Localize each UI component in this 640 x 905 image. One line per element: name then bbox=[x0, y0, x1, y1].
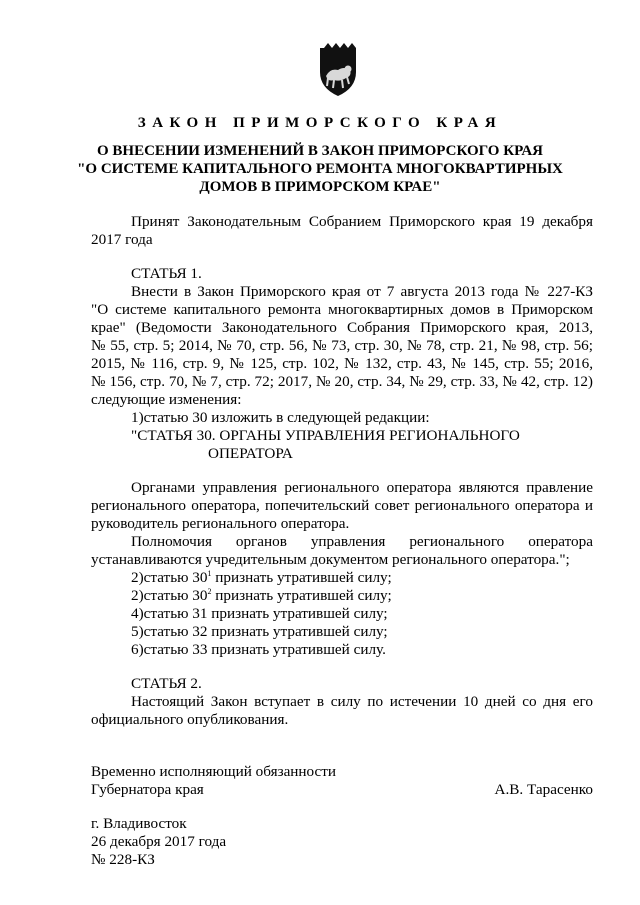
powers-text-line-2: устанавливаются учредительным документом регионального оператора."; bbox=[91, 551, 570, 568]
subtitle-line-1: О ВНЕСЕНИИ ИЗМЕНЕНИЙ В ЗАКОН ПРИМОРСКОГО КРАЯ bbox=[97, 143, 543, 159]
article-1-text-line: 2015, № 116, стр. 9, № 125, стр. 102, № 132, стр. 43, № 145, стр. 55; 2016, bbox=[91, 355, 593, 372]
article-1-text-line: № 156, стр. 70, № 7, стр. 72; 2017, № 20, стр. 34, № 29, стр. 33, № 42, стр. 12) bbox=[91, 373, 593, 390]
signatory-position-line-2: Губернатора края bbox=[91, 781, 204, 798]
list-item-3-text: 2)статью 30 bbox=[131, 587, 208, 604]
list-item-4: 4)статью 31 признать утратившей силу; bbox=[131, 605, 388, 622]
powers-word: регионального bbox=[409, 533, 505, 550]
coat-of-arms-emblem bbox=[314, 42, 362, 98]
list-item-6: 6)статью 33 признать утратившей силу. bbox=[131, 641, 386, 658]
list-item-2 bbox=[131, 569, 593, 586]
powers-word: Полномочия bbox=[131, 533, 212, 550]
article-1-text-line: следующие изменения: bbox=[91, 391, 242, 408]
governance-text-line: руководитель регионального оператора. bbox=[91, 515, 350, 532]
date: 26 декабря 2017 года bbox=[91, 833, 227, 850]
law-title: ЗАКОН ПРИМОРСКОГО КРАЯ bbox=[137, 115, 503, 131]
list-item-1: 1)статью 30 изложить в следующей редакции: bbox=[131, 409, 430, 426]
article-2-text-line-2: официального опубликования. bbox=[91, 711, 289, 728]
signatory-name: А.В. Тарасенко bbox=[494, 781, 593, 798]
list-item-2-rest: признать утратившей силу; bbox=[211, 569, 392, 586]
law-number: № 228-КЗ bbox=[91, 851, 155, 868]
powers-word: органов bbox=[235, 533, 287, 550]
powers-word: оператора bbox=[528, 533, 593, 550]
article-1-heading: СТАТЬЯ 1. bbox=[131, 265, 202, 282]
governance-text-line: регионального оператора, попечительский совет регионального оператора и bbox=[91, 497, 593, 514]
powers-text-line-1 bbox=[131, 533, 593, 550]
governance-text-line: Органами управления регионального оператора являются правление bbox=[131, 479, 593, 496]
article-2-heading: СТАТЬЯ 2. bbox=[131, 675, 202, 692]
list-item-3 bbox=[131, 587, 593, 604]
superscript-1: 1 bbox=[207, 568, 212, 578]
article-1-text-line: Внести в Закон Приморского края от 7 августа 2013 года № 227-КЗ bbox=[131, 283, 593, 300]
list-item-5: 5)статью 32 признать утратившей силу; bbox=[131, 623, 388, 640]
signatory-position-line-1: Временно исполняющий обязанности bbox=[91, 763, 337, 780]
subtitle-line-3: ДОМОВ В ПРИМОРСКОМ КРАЕ" bbox=[199, 179, 441, 195]
list-item-2-text: 2)статью 30 bbox=[131, 569, 208, 586]
adopted-line-1: Принят Законодательным Собранием Приморского края 19 декабря bbox=[131, 213, 593, 230]
superscript-2: 2 bbox=[207, 586, 212, 596]
subtitle-line-2: "О СИСТЕМЕ КАПИТАЛЬНОГО РЕМОНТА МНОГОКВАРТИРНЫХ bbox=[77, 161, 563, 177]
powers-word: управления bbox=[310, 533, 386, 550]
article-1-text-line: крае" (Ведомости Законодательного Собрания Приморского края, 2013, bbox=[91, 319, 593, 336]
new-article-title-line-1: "СТАТЬЯ 30. ОРГАНЫ УПРАВЛЕНИЯ РЕГИОНАЛЬНОГО bbox=[131, 427, 520, 444]
article-1-text-line: № 55, стр. 5; 2014, № 70, стр. 56, № 73, стр. 30, № 78, стр. 21, № 98, стр. 56; bbox=[91, 337, 593, 354]
adopted-line-2: 2017 года bbox=[91, 231, 153, 248]
article-2-text-line-1: Настоящий Закон вступает в силу по истечении 10 дней со дня его bbox=[131, 693, 593, 710]
article-1-text-line: "О системе капитального ремонта многоквартирных домов в Приморском bbox=[91, 301, 593, 318]
list-item-3-rest: признать утратившей силу; bbox=[211, 587, 392, 604]
city: г. Владивосток bbox=[91, 815, 187, 832]
new-article-title-line-2: ОПЕРАТОРА bbox=[208, 445, 293, 462]
